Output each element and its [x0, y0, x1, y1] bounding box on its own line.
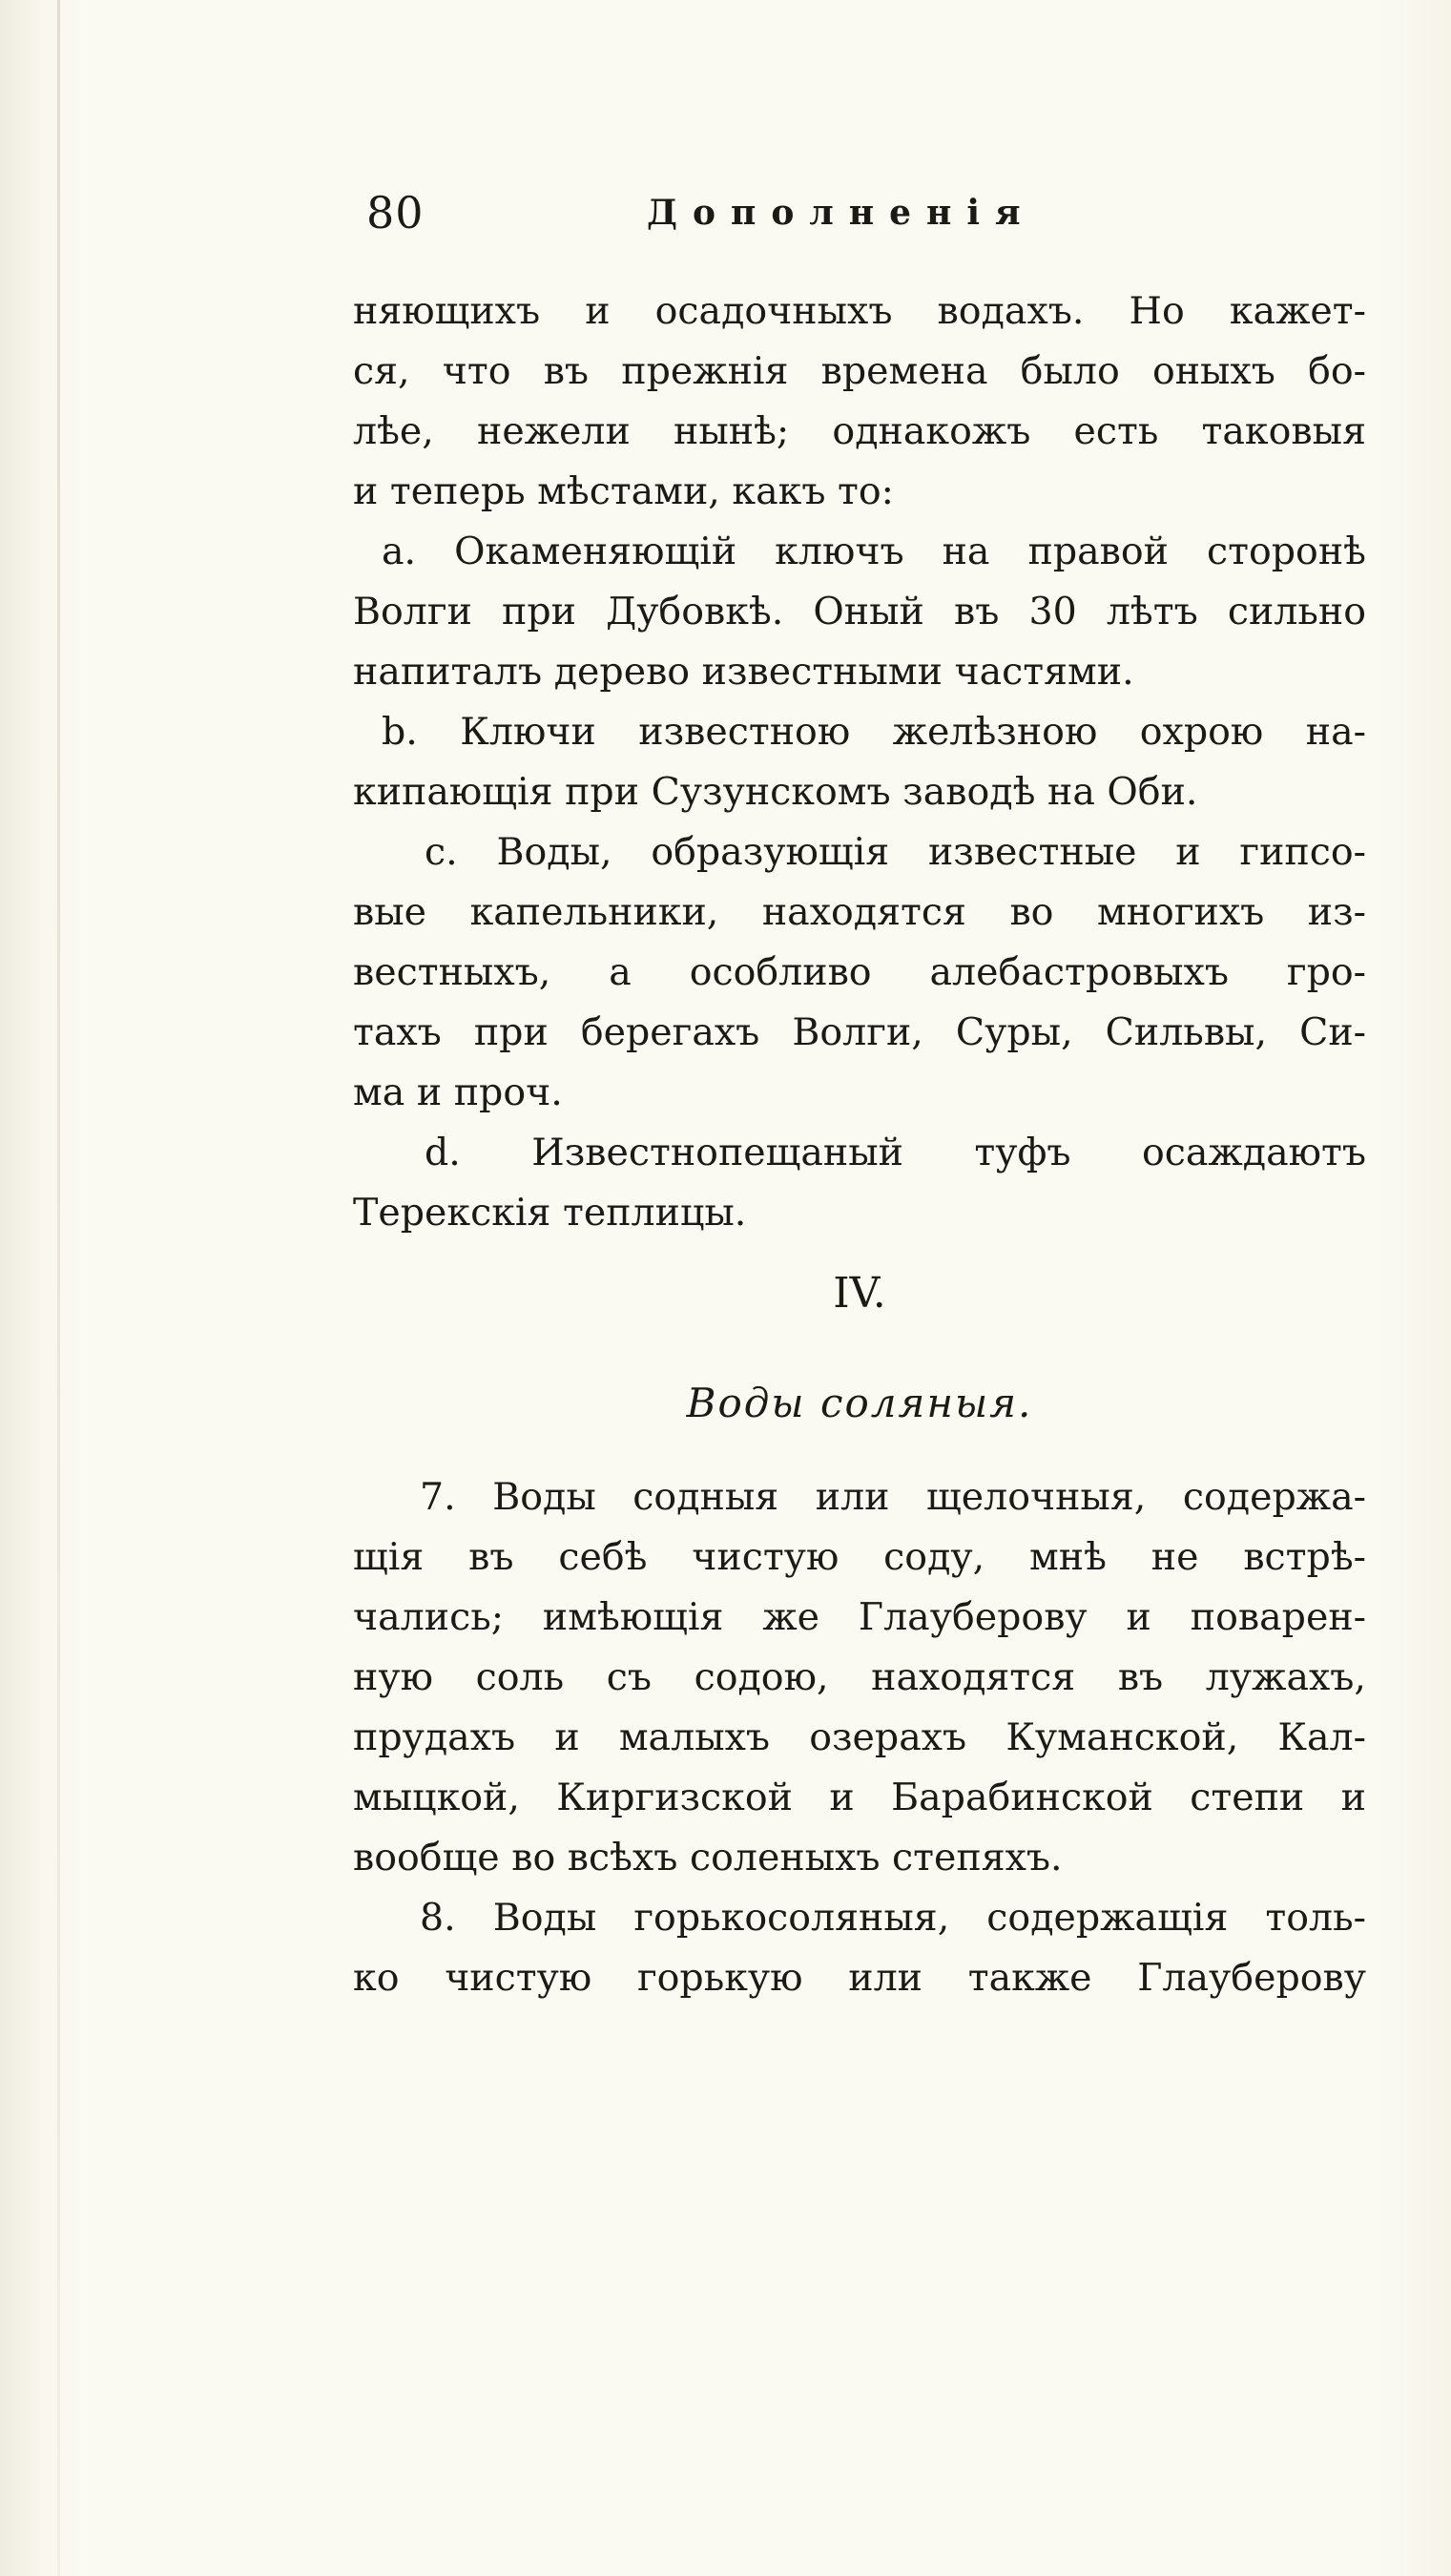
text-line: ма и проч. — [353, 1070, 563, 1114]
text-line: няющихъ и осадочныхъ водахъ. Но кажет- — [353, 289, 1366, 333]
list-item-a: а. Окаменяющій ключъ на правой сторонѣ — [382, 530, 1366, 573]
text-line: ко чистую горькую или также Глауберову — [353, 1956, 1366, 2000]
text-line: щія въ себѣ чистую соду, мнѣ не встрѣ- — [353, 1535, 1366, 1579]
list-item-b: b. Ключи известною желѣзною охрою на- — [382, 710, 1366, 754]
text-line: тахъ при берегахъ Волги, Суры, Сильвы, Си- — [353, 1010, 1366, 1054]
text-line: лѣе, нежели нынѣ; однакожъ есть таковыя — [353, 409, 1366, 453]
text-line: и теперь мѣстами, какъ то: — [353, 469, 894, 513]
list-item-c: с. Воды, образующія известные и гипсо- — [425, 830, 1366, 874]
text-line: вые капельники, находятся во многихъ из- — [353, 890, 1366, 934]
text-line: Терекскія теплицы. — [353, 1191, 747, 1235]
text-line: Волги при Дубовкѣ. Оный въ 30 лѣтъ сильно — [353, 590, 1366, 634]
text-line: ную соль съ содою, находятся въ лужахъ, — [353, 1655, 1366, 1699]
section-numeral: IV. — [833, 1269, 886, 1318]
page-fold-shadow — [57, 0, 60, 2576]
text-line: чались; имѣющія же Глауберову и поварен- — [353, 1595, 1366, 1639]
text-line: вообще во всѣхъ соленыхъ степяхъ. — [353, 1836, 1063, 1880]
paragraph-7-start: 7. Воды содныя или щелочныя, содержа- — [420, 1475, 1366, 1519]
text-line: кипающія при Сузунскомъ заводѣ на Оби. — [353, 770, 1198, 814]
text-line: мыцкой, Киргизской и Барабинской степи и — [353, 1776, 1366, 1819]
text-line: прудахъ и малыхъ озерахъ Куманской, Кал- — [353, 1715, 1366, 1759]
section-title: Воды соляныя. — [686, 1380, 1033, 1426]
text-line: вестныхъ, а особливо алебастровыхъ гро- — [353, 950, 1366, 994]
text-line: ся, что въ прежнія времена было оныхъ бо- — [353, 349, 1366, 393]
paragraph-8-start: 8. Воды горькосоляныя, содержащія толь- — [420, 1896, 1366, 1940]
page-number: 80 — [366, 187, 425, 239]
page-header — [353, 181, 1116, 248]
running-title: Дополненія — [647, 193, 1036, 233]
list-item-d: d. Известнопещаный туфъ осаждаютъ — [425, 1131, 1366, 1174]
text-line: напиталъ дерево известными частями. — [353, 650, 1134, 694]
